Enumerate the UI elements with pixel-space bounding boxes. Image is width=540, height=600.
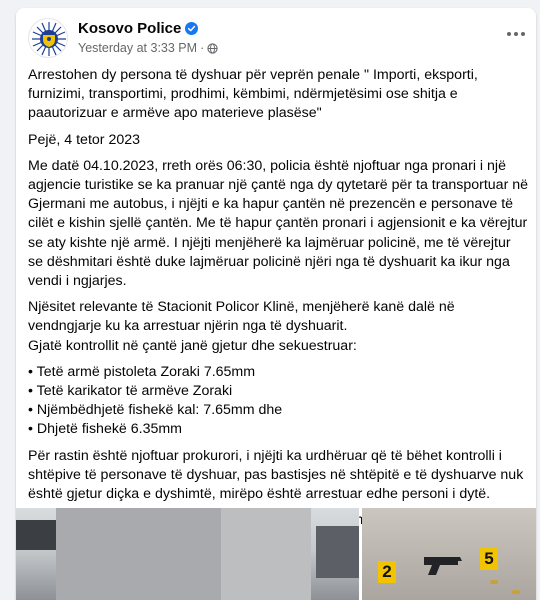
blurred-region <box>221 508 311 600</box>
author-avatar[interactable] <box>28 18 68 58</box>
photo-blurred-scene[interactable] <box>16 508 359 600</box>
more-options-icon[interactable] <box>504 22 528 46</box>
post-meta <box>78 41 218 55</box>
police-badge-icon <box>29 19 68 58</box>
list-item: • Dhjetë fishekë 6.35mm <box>28 421 183 438</box>
evidence-marker: 2 <box>378 561 396 583</box>
cartridge-icon <box>490 580 498 584</box>
post-photos <box>16 508 536 600</box>
post-dateline: Pejë, 4 tetor 2023 <box>28 131 141 148</box>
list-item: • Tetë karikator të armëve Zoraki <box>28 383 233 400</box>
list-item: • Njëmbëdhjetë fishekë kal: 7.65mm dhe <box>28 402 283 419</box>
cartridge-icon <box>512 590 520 594</box>
post-card <box>16 8 536 600</box>
photo-evidence[interactable] <box>362 508 536 600</box>
evidence-marker: 5 <box>480 548 498 570</box>
post-paragraph-prosecutor: Për rastin është njoftuar prokurori, i njëjti ka urdhëruar që të bëhet kontrolli i shtëpive të personave të dyshuar, pas bastisjes në shtëpitë e të dyshuarve nuk është gjetur diçka e dyshimtë, mirëpo është arrestuar edhe personi i dytë. <box>28 447 524 503</box>
author-name[interactable]: Kosovo Police <box>78 20 182 37</box>
list-item: • Tetë armë pistoleta Zoraki 7.65mm <box>28 363 256 380</box>
post-paragraph-seized-intro: Gjatë kontrollit në çantë janë gjetur dhe sekuestruar: <box>28 337 357 354</box>
globe-icon[interactable] <box>207 43 218 54</box>
pistol-icon <box>422 553 466 577</box>
seized-items-list <box>28 363 528 440</box>
post-paragraph-arrest <box>28 298 528 356</box>
post-header <box>16 8 536 60</box>
post-paragraph-incident: Me datë 04.10.2023, rreth orës 06:30, policia është njoftuar nga pronari i një agjencie turistike se ka pranuar një çantë nga dy qytetarë për ta transportuar në Gjermani me autobus, i njëjti e ka hapur çantën në prezencën e personave të cilët e kishin sjellë çantën. Me të hapur çantën pronari i agjensionit e ka vërejtur se aty kishte një armë. I njëjti menjëherë ka lajmëruar policinë, me të vërejtur se dëshmitari është duke lajmëruar policinë njëri nga të dyshuarit ka ikur nga vendi i ngjarjes. <box>28 157 529 290</box>
blurred-region <box>56 508 221 600</box>
post-text <box>28 66 528 557</box>
post-timestamp[interactable]: Yesterday at 3:33 PM <box>78 41 198 55</box>
meta-separator: · <box>200 41 205 55</box>
post-paragraph-arrest-text: Njësitet relevante të Stacionit Policor Klinë, menjëherë kanë dalë në vendngjarje ku ka arrestuar njërin nga të dyshuarit. <box>28 299 455 335</box>
author-line <box>78 20 198 37</box>
post-headline: Arrestohen dy persona të dyshuar për veprën penale " Importi, eksporti, furnizimi, transportimi, prodhimi, këmbimi, ndërmjetësimi ose shitja e paautorizuar e armëve apo materieve plasëse" <box>28 67 478 122</box>
verified-badge-icon <box>185 22 198 35</box>
